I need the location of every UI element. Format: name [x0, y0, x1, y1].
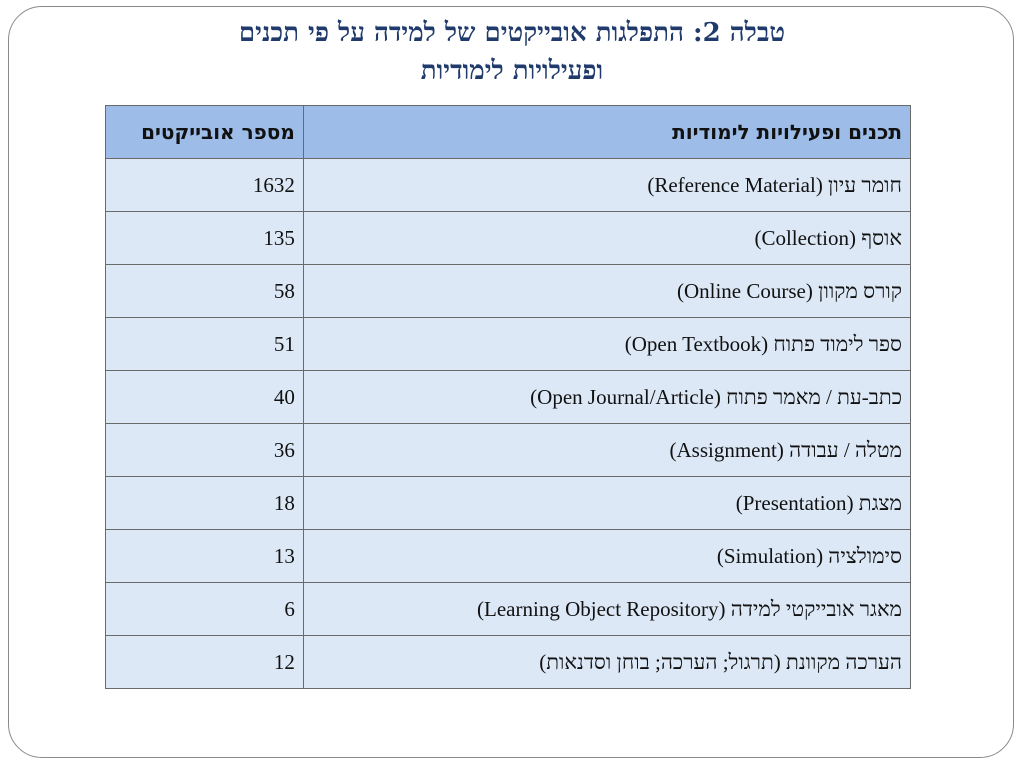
table-row	[106, 159, 911, 212]
cell-count: 13	[106, 530, 304, 583]
table-caption	[0, 14, 1024, 90]
table-caption-line-1: טבלה 2: התפלגות אובייקטים של למידה על פי תכנים	[238, 18, 786, 48]
cell-content: מאגר אובייקטי למידה (Learning Object Repository)	[303, 583, 910, 636]
table-row	[106, 371, 911, 424]
table-row	[106, 477, 911, 530]
cell-count: 18	[106, 477, 304, 530]
cell-content: הערכה מקוונת (תרגול; הערכה; בוחן וסדנאות)	[303, 636, 910, 689]
cell-count: 135	[106, 212, 304, 265]
table-row	[106, 583, 911, 636]
cell-content: ספר לימוד פתוח (Open Textbook)	[303, 318, 910, 371]
objects-distribution-table	[105, 105, 911, 689]
cell-content: מצגת (Presentation)	[303, 477, 910, 530]
table-row	[106, 530, 911, 583]
header-content: תכנים ופעילויות לימודיות	[303, 106, 910, 159]
cell-content: מטלה / עבודה (Assignment)	[303, 424, 910, 477]
cell-content: כתב-עת / מאמר פתוח (Open Journal/Article)	[303, 371, 910, 424]
table-caption-line-2: ופעילויות לימודיות	[420, 56, 604, 86]
cell-count: 6	[106, 583, 304, 636]
table-row	[106, 318, 911, 371]
table-header-row	[106, 106, 911, 159]
cell-count: 1632	[106, 159, 304, 212]
table-row	[106, 636, 911, 689]
cell-count: 12	[106, 636, 304, 689]
header-count: מספר אובייקטים	[106, 106, 304, 159]
cell-content: אוסף (Collection)	[303, 212, 910, 265]
cell-count: 51	[106, 318, 304, 371]
cell-count: 40	[106, 371, 304, 424]
table-row	[106, 265, 911, 318]
cell-content: סימולציה (Simulation)	[303, 530, 910, 583]
table-row	[106, 424, 911, 477]
cell-count: 58	[106, 265, 304, 318]
cell-content: קורס מקוון (Online Course)	[303, 265, 910, 318]
cell-content: חומר עיון (Reference Material)	[303, 159, 910, 212]
cell-count: 36	[106, 424, 304, 477]
table-row	[106, 212, 911, 265]
